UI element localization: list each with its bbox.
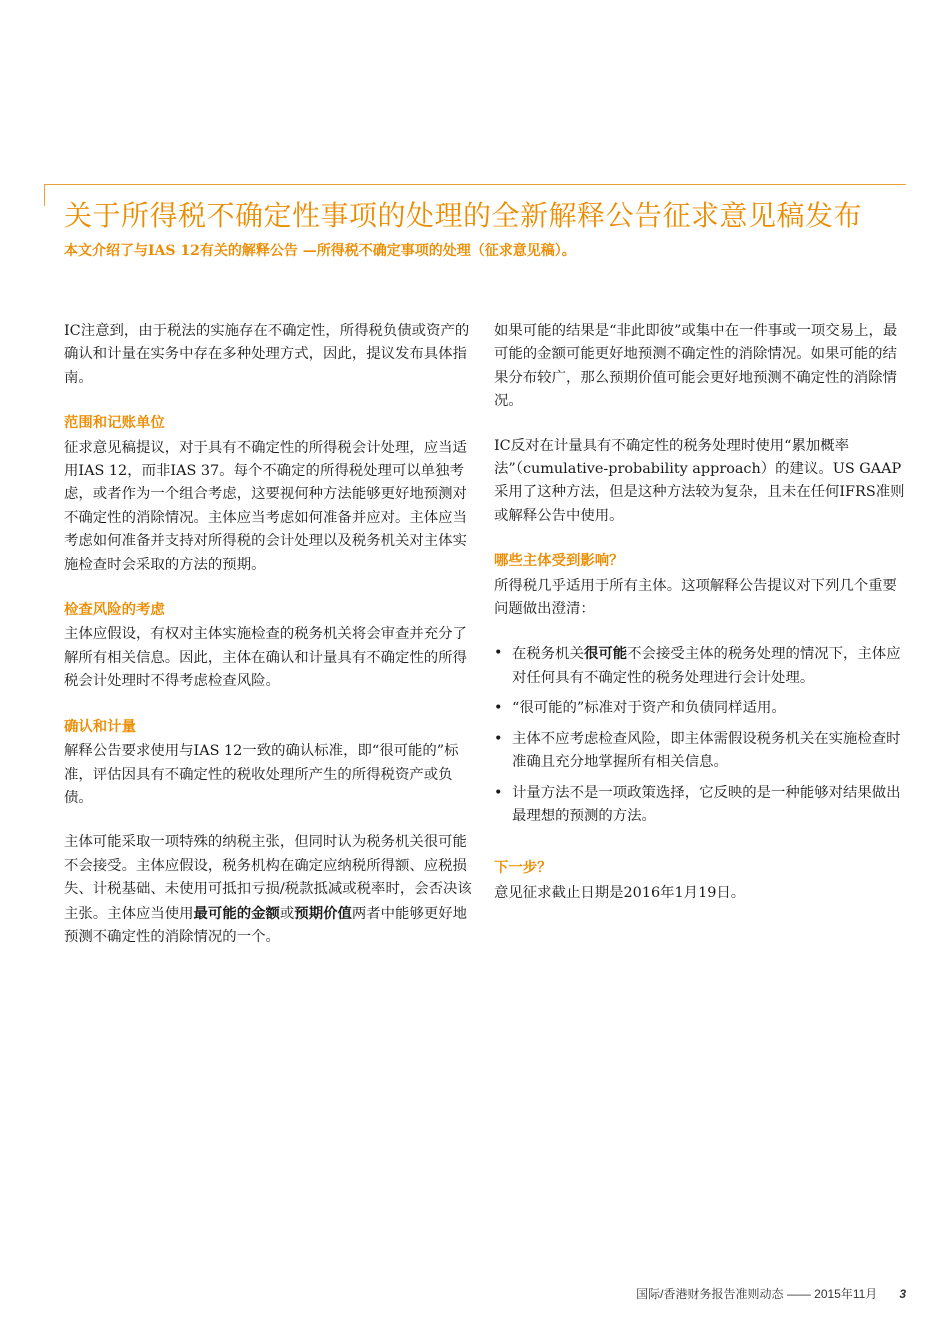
affected-heading: 哪些主体受到影响？ <box>494 552 624 570</box>
page-footer <box>636 1285 906 1302</box>
list-item: • 主体不应考虑检查风险，即主体需假设税务机关在实施检查时准确且充分地掌握所有相关信息。 <box>494 728 908 775</box>
next-steps-paragraph: 意见征求截止日期是2016年1月19日。 <box>494 884 746 901</box>
highly-probable-term: 很可能 <box>583 645 628 663</box>
cumulative-probability-paragraph: IC反对在计量具有不确定性的税务处理时使用“累加概率法”（cumulative-probability approach）的建议。US GAAP采用了这种方法，但是这种方法较为复杂，且未在任何IFRS准则或解释公告中使用。 <box>494 437 905 524</box>
clarification-list <box>494 642 908 828</box>
bullet1-text-pre: 在税务机关 <box>512 646 584 663</box>
bullet1-text-post: 不会接受主体的税务处理的情况下，主体应对任何具有不确定性的税务处理进行会计处理。 <box>512 646 901 686</box>
scope-paragraph: 征求意见稿提议，对于具有不确定性的所得税会计处理，应当适用IAS 12，而非IAS 37。每个不确定的所得税处理可以单独考虑，或者作为一个组合考虑，这要视何种方法能够更好地预测对不确定性的消除情况。主体应当考虑如何准备并应对。主体应当考虑如何准备并支持对所得税的会计处理以及税务机关对主体实施检查时会采取的方法的预期。 <box>64 439 467 573</box>
affected-paragraph: 所得税几乎适用于所有主体。这项解释公告提议对下列几个重要问题做出澄清： <box>494 577 897 618</box>
most-likely-amount-term: 最可能的金额 <box>193 904 280 922</box>
left-column <box>64 320 476 949</box>
intro-paragraph: IC注意到，由于税法的实施存在不确定性，所得税负债或资产的确认和计量在实务中存在多种处理方式，因此，提议发布具体指南。 <box>64 323 470 386</box>
list-item: • 计量方法不是一项政策选择，它反映的是一种能够对结果做出最理想的预测的方法。 <box>494 782 908 829</box>
page-subtitle: 本文介绍了与IAS 12有关的解释公告 —所得税不确定事项的处理（征求意见稿）。 <box>64 243 576 259</box>
footer-publication: 国际/香港财务报告准则动态 —— 2015年11月 <box>636 1287 878 1301</box>
recognition-heading: 确认和计量 <box>64 717 136 735</box>
page-number: 3 <box>899 1287 906 1301</box>
header-tick <box>44 184 45 206</box>
tax-position-text-post: 两者中能够更好地预测不确定性的消除情况的一个。 <box>64 905 468 945</box>
right-column <box>494 320 908 905</box>
risk-paragraph: 主体应假设，有权对主体实施检查的税务机关将会审查并充分了解所有相关信息。因此，主体在确认和计量具有不确定性的所得税会计处理时不得考虑检查风险。 <box>64 626 467 690</box>
expected-value-term: 预期价值 <box>294 904 352 922</box>
header-rule <box>44 184 906 185</box>
risk-heading: 检查风险的考虑 <box>64 601 165 619</box>
tax-position-paragraph <box>64 831 476 949</box>
list-item <box>494 642 908 690</box>
scope-heading: 范围和记账单位 <box>64 414 165 432</box>
list-item: • “很可能的”标准对于资产和负债同样适用。 <box>494 697 908 720</box>
outcome-paragraph: 如果可能的结果是“非此即彼”或集中在一件事或一项交易上，最可能的金额可能更好地预测不确定性的消除情况。如果可能的结果分布较广，那么预期价值可能会更好地预测不确定性的消除情况。 <box>494 323 898 410</box>
next-steps-heading: 下一步？ <box>494 859 552 877</box>
tax-position-or: 或 <box>279 905 295 922</box>
recognition-paragraph: 解释公告要求使用与IAS 12一致的确认标准，即“很可能的”标准，评估因具有不确定性的税收处理所产生的所得税资产或负债。 <box>64 743 459 806</box>
page-title: 关于所得税不确定性事项的处理的全新解释公告征求意见稿发布 <box>64 199 863 232</box>
tax-position-text-pre: 主体可能采取一项特殊的纳税主张，但同时认为税务机关很可能不会接受。主体应假设，税务机构在确定应纳税所得额、应税损失、计税基础、未使用可抵扣亏损/税款抵减或税率时，会否决该主张。主体应当使用 <box>64 834 472 922</box>
